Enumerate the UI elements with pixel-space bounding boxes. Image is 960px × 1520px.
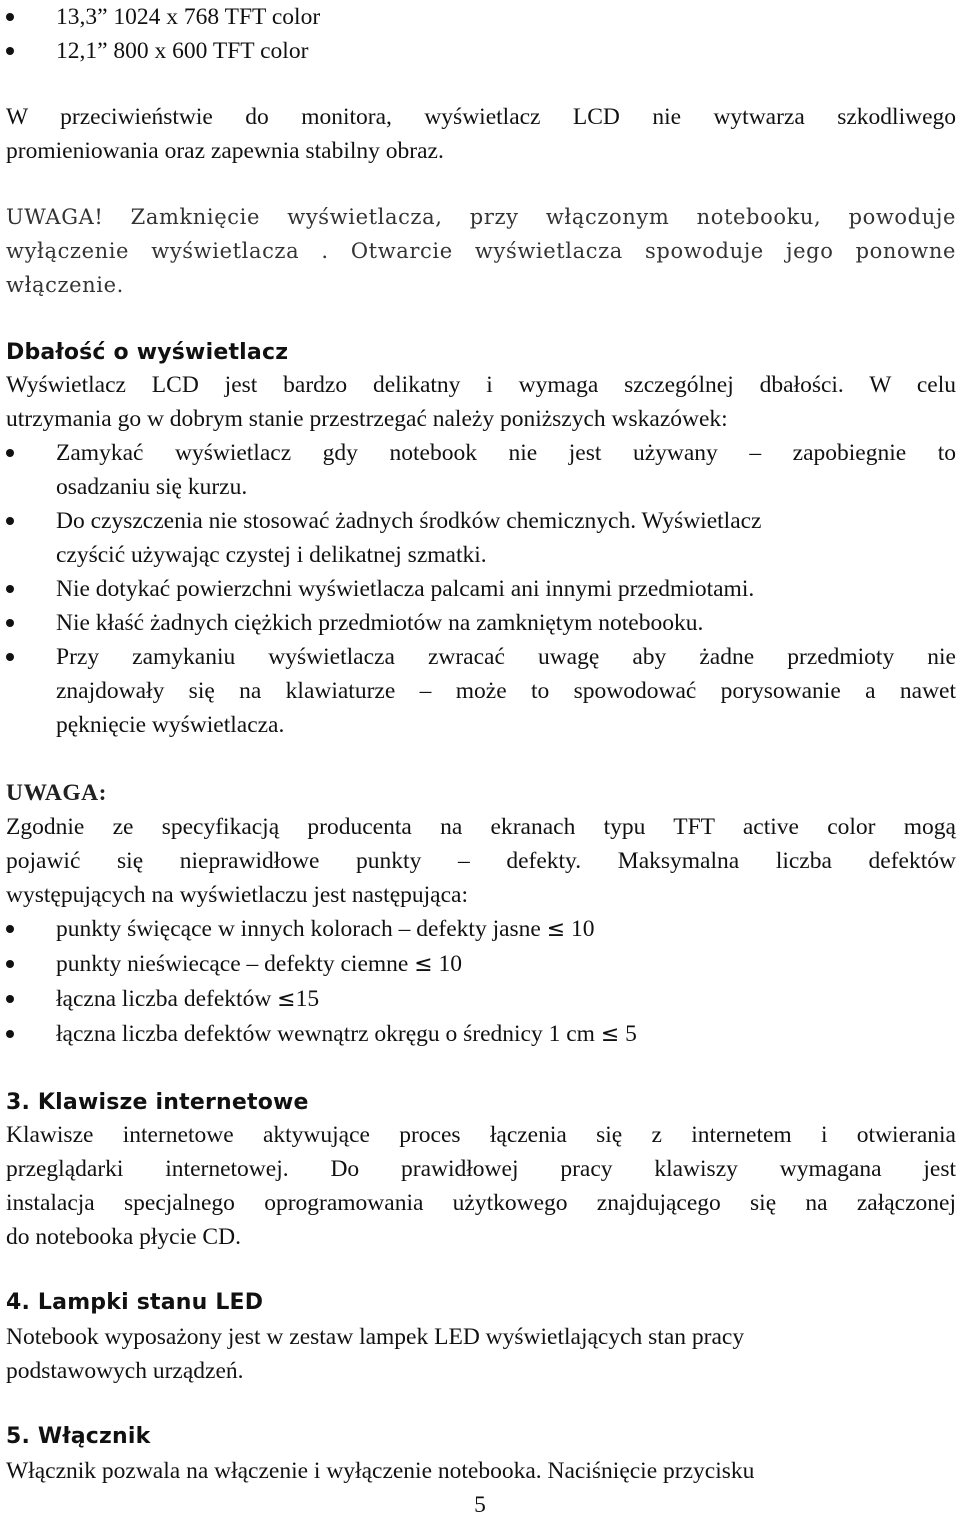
bullet-icon [6,449,14,457]
care-tips-list [0,436,956,742]
bullet-icon [6,925,14,933]
page-number: 5 [474,1492,486,1518]
warning-label: UWAGA: [6,780,107,806]
less-equal-symbol: ≤ [414,952,433,977]
list-item: Do czyszczenia nie stosować żadnych środków chemicznych. Wyświetlacz czyścić używając czystej i delikatnej szmatki. [0,504,956,572]
warning-paragraph: UWAGA! Zamknięcie wyświetlacza, przy włączonym notebooku, powoduje wyłączenie wyświetlacza . Otwarcie wyświetlacza spowoduje jego ponowne włączenie. [6,205,956,297]
section-heading-power: 5. Włącznik [6,1424,151,1449]
intro-paragraph: W przeciwieństwie do monitora, wyświetlacz LCD nie wytwarza szkodliwego promieniowania oraz zapewnia stabilny obraz. [6,104,956,164]
display-options-list [0,0,956,68]
bullet-icon [6,13,14,21]
section-heading-led: 4. Lampki stanu LED [6,1290,264,1315]
led-paragraph: Notebook wyposażony jest w zestaw lampek LED wyświetlających stan pracy podstawowych urządzeń. [6,1324,745,1384]
defects-paragraph: Zgodnie ze specyfikacją producenta na ekranach typu TFT active color mogą pojawić się nieprawidłowe punkty – defekty. Maksymalna liczba defektów występujących na wyświetlaczu jest następująca: [6,814,956,908]
bullet-icon [6,517,14,525]
list-item: Przy zamykaniu wyświetlacza zwracać uwagę aby żadne przedmioty nie znajdowały się na klawiaturze – może to spowodować porysowanie a nawet pęknięcie wyświetlacza. [0,640,956,742]
power-paragraph: Włącznik pozwala na włączenie i wyłączenie notebooka. Naciśnięcie przycisku [6,1458,755,1484]
less-equal-symbol: ≤ [546,917,566,942]
list-item: Zamykać wyświetlacz gdy notebook nie jest używany – zapobiegnie to osadzaniu się kurzu. [0,436,956,504]
internet-keys-paragraph: Klawisze internetowe aktywujące proces łączenia się z internetem i otwierania przeglądarki internetowej. Do prawidłowej pracy klawiszy wymagana jest instalacja specjalnego oprogramowania użytkowego znajdującego się na załączonej do notebooka płycie CD. [6,1122,956,1250]
list-item: punkty nieświecące – defekty ciemne ≤ 10 [0,947,956,982]
bullet-icon [6,1030,14,1038]
section-heading-internet-keys: 3. Klawisze internetowe [6,1090,309,1115]
defects-list [0,912,956,1052]
bullet-icon [6,653,14,661]
list-item: łączna liczba defektów wewnątrz okręgu o średnicy 1 cm ≤ 5 [0,1017,956,1052]
less-equal-symbol: ≤ [600,1022,620,1047]
less-equal-symbol: ≤ [277,987,296,1012]
section-heading-care: Dbałość o wyświetlacz [6,340,289,365]
bullet-icon [6,585,14,593]
list-item: 13,3” 1024 x 768 TFT color [0,0,956,34]
bullet-icon [6,47,14,55]
care-intro: Wyświetlacz LCD jest bardzo delikatny i wymaga szczególnej dbałości. W celu utrzymania go w dobrym stanie przestrzegać należy poniższych wskazówek: [6,372,956,432]
list-item: łączna liczba defektów ≤15 [0,982,956,1017]
bullet-icon [6,619,14,627]
list-item: Nie dotykać powierzchni wyświetlacza palcami ani innymi przedmiotami. [0,572,956,606]
list-item: Nie kłaść żadnych ciężkich przedmiotów na zamkniętym notebooku. [0,606,956,640]
bullet-icon [6,995,14,1003]
list-item: 12,1” 800 x 600 TFT color [0,34,956,68]
bullet-icon [6,960,14,968]
list-item: punkty święcące w innych kolorach – defekty jasne ≤ 10 [0,912,956,947]
